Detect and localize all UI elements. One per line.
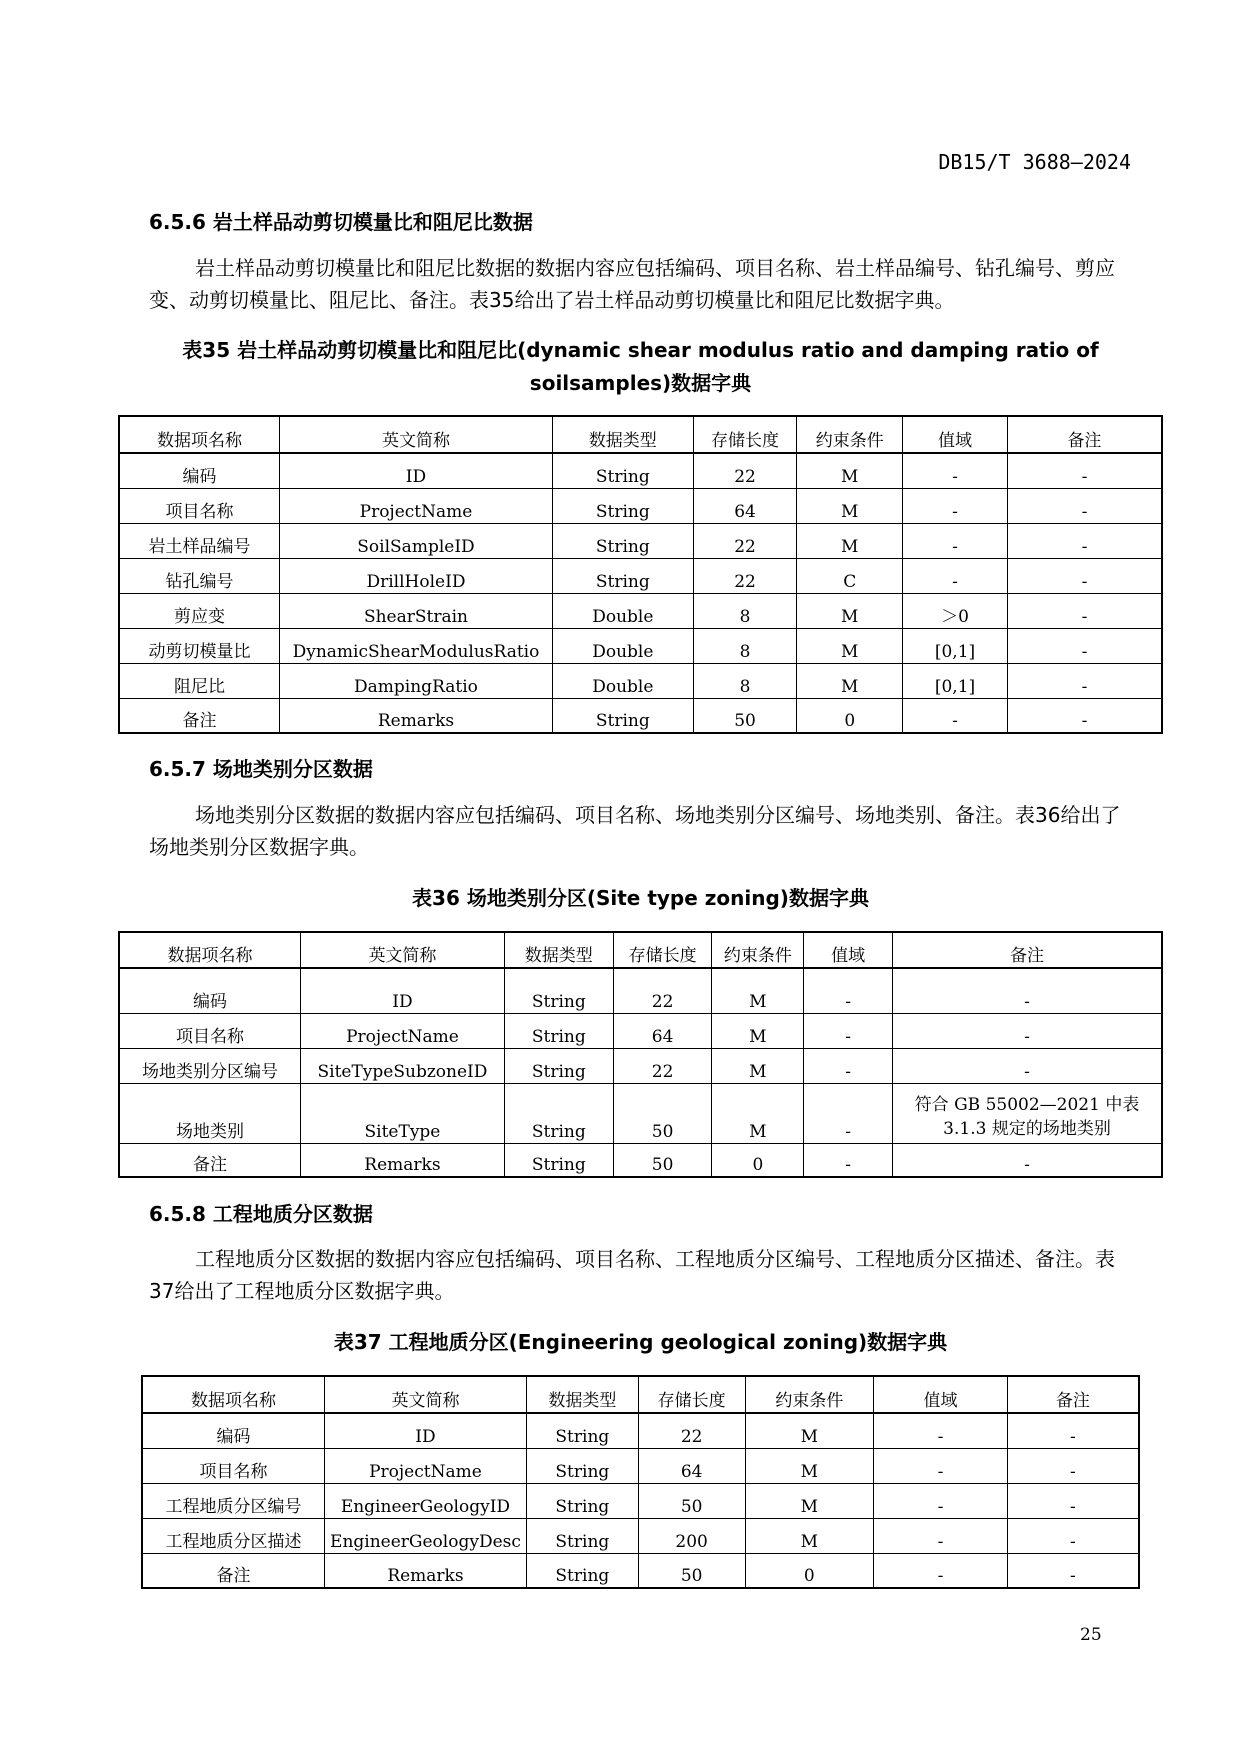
column-header: 数据项名称 [142, 1376, 324, 1413]
table-cell: String [552, 558, 693, 593]
column-header: 数据类型 [526, 1376, 638, 1413]
table-cell: String [526, 1413, 638, 1448]
table-cell: - [1007, 628, 1162, 663]
table-cell: 0 [712, 1143, 804, 1177]
table-cell: String [526, 1553, 638, 1588]
table-cell: String [504, 1013, 613, 1048]
table-row [119, 968, 1162, 1013]
table-row [119, 698, 1162, 733]
table-cell: EngineerGeologyDesc [324, 1518, 526, 1553]
table-cell: 项目名称 [142, 1448, 324, 1483]
table-cell: 22 [613, 1048, 712, 1083]
table-cell: 8 [693, 628, 797, 663]
table-cell: ID [280, 453, 553, 488]
table-cell: 0 [745, 1553, 874, 1588]
table-cell: - [804, 1013, 893, 1048]
table-cell: M [712, 968, 804, 1013]
table-row [119, 1013, 1162, 1048]
table-cell: ProjectName [324, 1448, 526, 1483]
table-cell: 22 [613, 968, 712, 1013]
table-cell: DrillHoleID [280, 558, 553, 593]
table-cell: String [504, 1048, 613, 1083]
table-cell: - [1007, 593, 1162, 628]
table-cell: - [874, 1483, 1008, 1518]
table-cell: 动剪切模量比 [119, 628, 280, 663]
table-cell: 200 [638, 1518, 745, 1553]
table-cell: - [874, 1413, 1008, 1448]
table-cell: 64 [613, 1013, 712, 1048]
section-paragraph-6-5-6: 岩土样品动剪切模量比和阻尼比数据的数据内容应包括编码、项目名称、岩土样品编号、钻孔编号、剪应变、动剪切模量比、阻尼比、备注。表35给出了岩土样品动剪切模量比和阻尼比数据字典。 [149, 256, 1115, 312]
table-cell: M [797, 628, 903, 663]
table-cell: String [552, 698, 693, 733]
table-cell: 备注 [119, 698, 280, 733]
table-cell: 64 [638, 1448, 745, 1483]
table-row [119, 593, 1162, 628]
table-cell: 8 [693, 593, 797, 628]
table-35-caption [118, 334, 1163, 400]
table-cell: String [504, 968, 613, 1013]
section-paragraph-6-5-8: 工程地质分区数据的数据内容应包括编码、项目名称、工程地质分区编号、工程地质分区描述、备注。表37给出了工程地质分区数据字典。 [149, 1247, 1115, 1303]
table-cell: 工程地质分区编号 [142, 1483, 324, 1518]
table-cell: M [745, 1413, 874, 1448]
column-header: 约束条件 [745, 1376, 874, 1413]
table-cell: M [797, 593, 903, 628]
column-header: 英文简称 [280, 416, 553, 453]
table-cell: DampingRatio [280, 663, 553, 698]
table-cell: - [1007, 1518, 1139, 1553]
table-cell: ProjectName [300, 1013, 504, 1048]
table-cell: M [745, 1518, 874, 1553]
table-cell: - [903, 488, 1008, 523]
table-row [142, 1553, 1139, 1588]
table-cell: - [1007, 558, 1162, 593]
table-cell: - [804, 1083, 893, 1143]
table-cell: - [1007, 488, 1162, 523]
table-row [119, 523, 1162, 558]
table-cell: SiteTypeSubzoneID [300, 1048, 504, 1083]
column-header: 值域 [874, 1376, 1008, 1413]
table-row [119, 1083, 1162, 1143]
table-cell: - [1007, 663, 1162, 698]
table-cell: 64 [693, 488, 797, 523]
column-header: 备注 [1007, 1376, 1139, 1413]
table-cell: - [1007, 1553, 1139, 1588]
section-paragraph-6-5-7: 场地类别分区数据的数据内容应包括编码、项目名称、场地类别分区编号、场地类别、备注。表36给出了场地类别分区数据字典。 [149, 803, 1121, 859]
table-cell: C [797, 558, 903, 593]
table-cell: Remarks [300, 1143, 504, 1177]
table-cell: 50 [613, 1083, 712, 1143]
table-36 [118, 931, 1163, 1178]
table-cell: - [874, 1518, 1008, 1553]
table-cell: M [797, 663, 903, 698]
table-cell: - [893, 968, 1162, 1013]
table-cell: [0,1] [903, 663, 1008, 698]
table-cell: 编码 [119, 453, 280, 488]
table-cell: Double [552, 628, 693, 663]
table-cell: 22 [693, 523, 797, 558]
table-cell: 0 [797, 698, 903, 733]
table-cell: M [712, 1083, 804, 1143]
table-cell: 阻尼比 [119, 663, 280, 698]
table-cell: 22 [638, 1413, 745, 1448]
table-cell: String [552, 453, 693, 488]
table-row [119, 488, 1162, 523]
table-cell: - [893, 1143, 1162, 1177]
table-cell: String [504, 1083, 613, 1143]
table-cell: - [903, 558, 1008, 593]
table-cell: 钻孔编号 [119, 558, 280, 593]
table-cell: 编码 [119, 968, 300, 1013]
column-header: 值域 [903, 416, 1008, 453]
section-heading-6-5-6: 6.5.6 岩土样品动剪切模量比和阻尼比数据 [149, 210, 533, 234]
table-cell: 项目名称 [119, 1013, 300, 1048]
table-header-row [119, 932, 1162, 968]
table-cell: EngineerGeologyID [324, 1483, 526, 1518]
table-row [119, 453, 1162, 488]
table-cell: String [526, 1483, 638, 1518]
table-cell: - [903, 698, 1008, 733]
caption-line-1: 表35 岩土样品动剪切模量比和阻尼比(dynamic shear modulus ratio and damping ratio of [182, 338, 1099, 362]
table-row [119, 558, 1162, 593]
table-cell: M [797, 488, 903, 523]
table-cell: 备注 [119, 1143, 300, 1177]
table-cell: String [552, 523, 693, 558]
column-header: 约束条件 [797, 416, 903, 453]
table-cell: ID [324, 1413, 526, 1448]
table-cell: SiteType [300, 1083, 504, 1143]
caption-line-2: soilsamples)数据字典 [529, 371, 752, 395]
table-cell: - [804, 1143, 893, 1177]
table-cell: - [874, 1448, 1008, 1483]
table-header-row [119, 416, 1162, 453]
table-cell: - [893, 1013, 1162, 1048]
table-row [119, 1048, 1162, 1083]
section-heading-6-5-8: 6.5.8 工程地质分区数据 [149, 1202, 373, 1226]
table-cell: - [1007, 1483, 1139, 1518]
table-cell: String [552, 488, 693, 523]
table-cell: M [712, 1013, 804, 1048]
column-header: 备注 [893, 932, 1162, 968]
table-cell: 50 [613, 1143, 712, 1177]
table-cell: - [804, 1048, 893, 1083]
table-cell: M [797, 453, 903, 488]
table-cell: 工程地质分区描述 [142, 1518, 324, 1553]
table-row [119, 1143, 1162, 1177]
table-cell: 场地类别 [119, 1083, 300, 1143]
table-cell: ShearStrain [280, 593, 553, 628]
column-header: 约束条件 [712, 932, 804, 968]
column-header: 存储长度 [693, 416, 797, 453]
column-header: 英文简称 [324, 1376, 526, 1413]
column-header: 值域 [804, 932, 893, 968]
table-cell: Remarks [324, 1553, 526, 1588]
section-heading-6-5-7: 6.5.7 场地类别分区数据 [149, 757, 373, 781]
column-header: 存储长度 [613, 932, 712, 968]
table-header-row [142, 1376, 1139, 1413]
table-cell: Remarks [280, 698, 553, 733]
column-header: 英文简称 [300, 932, 504, 968]
table-cell: M [745, 1448, 874, 1483]
table-cell: 备注 [142, 1553, 324, 1588]
column-header: 数据类型 [504, 932, 613, 968]
table-35 [118, 415, 1163, 734]
table-cell: String [526, 1518, 638, 1553]
table-37-caption: 表37 工程地质分区(Engineering geological zoning)数据字典 [333, 1330, 948, 1354]
table-row [119, 663, 1162, 698]
table-cell: String [504, 1143, 613, 1177]
table-cell: - [874, 1553, 1008, 1588]
table-cell: 50 [638, 1553, 745, 1588]
table-cell: 50 [693, 698, 797, 733]
table-cell: M [797, 523, 903, 558]
table-36-caption: 表36 场地类别分区(Site type zoning)数据字典 [412, 886, 869, 910]
column-header: 数据项名称 [119, 416, 280, 453]
table-cell: ＞0 [903, 593, 1008, 628]
table-cell: 场地类别分区编号 [119, 1048, 300, 1083]
table-cell: 22 [693, 558, 797, 593]
table-cell: 8 [693, 663, 797, 698]
table-cell: [0,1] [903, 628, 1008, 663]
table-cell: M [745, 1483, 874, 1518]
table-cell: - [804, 968, 893, 1013]
table-cell: 22 [693, 453, 797, 488]
table-row [142, 1413, 1139, 1448]
table-cell: String [526, 1448, 638, 1483]
column-header: 数据类型 [552, 416, 693, 453]
table-cell: Double [552, 593, 693, 628]
table-cell: M [712, 1048, 804, 1083]
table-cell: DynamicShearModulusRatio [280, 628, 553, 663]
table-cell: - [893, 1048, 1162, 1083]
table-row [142, 1518, 1139, 1553]
column-header: 存储长度 [638, 1376, 745, 1413]
table-cell: - [1007, 1413, 1139, 1448]
table-row [119, 628, 1162, 663]
table-row [142, 1483, 1139, 1518]
standard-number-header: DB15/T 3688—2024 [938, 150, 1131, 174]
table-cell: 符合 GB 55002—2021 中表 3.1.3 规定的场地类别 [893, 1083, 1162, 1143]
table-cell: 50 [638, 1483, 745, 1518]
table-37 [141, 1375, 1140, 1589]
table-cell: 编码 [142, 1413, 324, 1448]
table-cell: - [1007, 453, 1162, 488]
column-header: 备注 [1007, 416, 1162, 453]
table-cell: - [903, 523, 1008, 558]
page-number: 25 [1080, 1625, 1102, 1645]
table-cell: - [903, 453, 1008, 488]
table-cell: ProjectName [280, 488, 553, 523]
table-cell: 剪应变 [119, 593, 280, 628]
table-cell: Double [552, 663, 693, 698]
table-cell: - [1007, 698, 1162, 733]
table-cell: 岩土样品编号 [119, 523, 280, 558]
table-cell: 项目名称 [119, 488, 280, 523]
table-cell: - [1007, 1448, 1139, 1483]
table-cell: ID [300, 968, 504, 1013]
column-header: 数据项名称 [119, 932, 300, 968]
table-cell: - [1007, 523, 1162, 558]
table-cell: SoilSampleID [280, 523, 553, 558]
table-row [142, 1448, 1139, 1483]
